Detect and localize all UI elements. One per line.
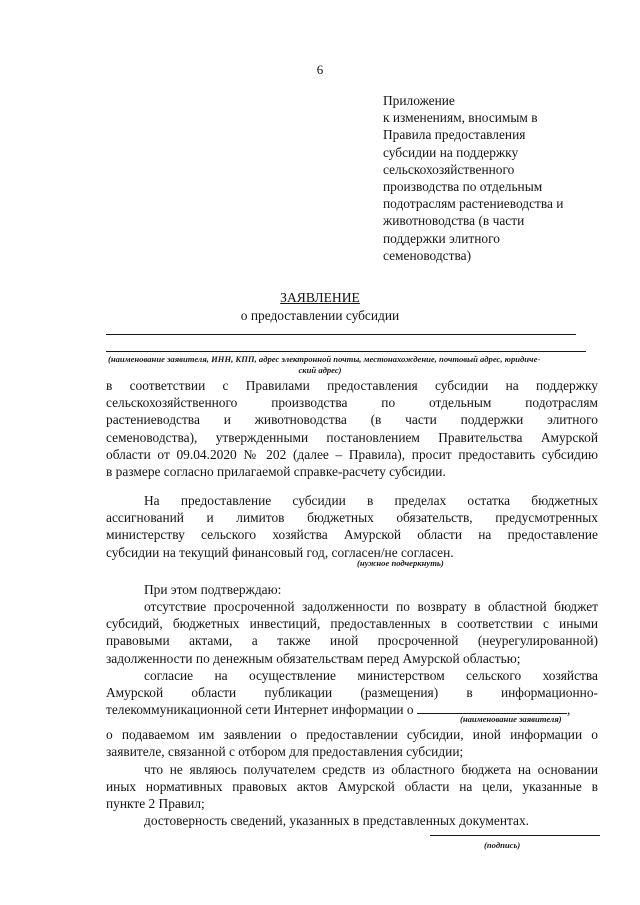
appendix-line: Приложение: [383, 93, 455, 108]
applicant-caption: (наименование заявителя, ИНН, КПП, адрес электронной почты, местонахождение, почтовый адрес, юридиче-: [108, 354, 541, 364]
appendix-block: [383, 92, 593, 264]
text-line: о подаваемом им заявлении о предоставлении субсидии, иной информации о: [106, 727, 598, 742]
text-line: заявителе, связанной с отбором для предоставления субсидии;: [106, 744, 464, 760]
text-line: министерству сельского хозяйства Амурской области на предоставление: [106, 527, 598, 543]
text-line: области от 09.04.2020 № 202 (далее – Правила), просит предоставить субсидию: [106, 446, 598, 462]
confirm-item-3: [106, 761, 598, 813]
text-line: семеноводства), утвержденными постановлением Правительства Амурской: [106, 429, 598, 445]
text-line: иных нормативных правовых актов Амурской области на цели, указанные в: [106, 779, 598, 795]
text-line: На предоставление субсидии в пределах остатка бюджетных: [144, 493, 598, 508]
request-paragraph: [106, 377, 598, 480]
applicant-caption-cont: ский адрес): [298, 365, 342, 375]
confirm-item-4: [106, 812, 598, 829]
confirm-item-1: [106, 598, 598, 667]
text-line: растениеводства и животноводства (в части поддержки элитного: [106, 412, 598, 428]
appendix-line: к изменениям, вносимым в: [383, 110, 538, 126]
text-line: субсидии на текущий финансовый год, согласен/не согласен.: [106, 544, 454, 560]
caption-signature: (подпись): [484, 840, 521, 850]
appendix-line: поддержки элитного: [383, 230, 500, 246]
text-line: сельскохозяйственного производства по отдельным подотраслям: [106, 395, 598, 411]
text-line: пункте 2 Правил;: [106, 796, 205, 812]
text-line: ассигнований и лимитов бюджетных обязательств, предусмотренных: [106, 510, 598, 526]
appendix-line: Правила предоставления: [383, 127, 526, 143]
confirm-item-2-cont: [106, 726, 598, 760]
text-line: субсидий, бюджетных инвестиций, предоставленных в соответствии с иными: [106, 616, 598, 632]
text-fragment: телекоммуникационной сети Интернет информации о: [106, 702, 414, 718]
text-line: отсутствие просроченной задолженности по возврату в областной бюджет: [144, 599, 598, 614]
caption-applicant-name: (наименование заявителя): [460, 714, 562, 724]
applicant-name-blank[interactable]: [417, 701, 567, 714]
text-line: в размере согласно прилагаемой справке-расчету субсидии.: [106, 464, 446, 480]
consent-paragraph: [106, 492, 598, 561]
text-line: достоверность сведений, указанных в представленных документах.: [144, 813, 530, 828]
appendix-line: семеноводства): [383, 247, 472, 263]
applicant-blank-line-2[interactable]: [106, 351, 586, 352]
confirm-item-2: [106, 667, 598, 719]
appendix-line: производства по отдельным: [383, 179, 543, 195]
text-line: задолженности по денежным обязательствам перед Амурской областью;: [106, 650, 521, 666]
text-line: При этом подтверждаю:: [144, 582, 282, 597]
caption-needed: (нужное подчеркнуть): [357, 558, 444, 568]
text-line: в соответствии с Правилами предоставления субсидии на поддержку: [106, 378, 598, 393]
applicant-blank-line-1[interactable]: [106, 334, 576, 335]
text-line: согласие на осуществление министерством сельского хозяйства: [144, 668, 598, 683]
appendix-line: подотраслям растениеводства и: [383, 196, 564, 212]
text-line: правовыми актами, а также иной просроченной (неурегулированной): [106, 633, 598, 649]
appendix-line: сельскохозяйственного: [383, 161, 515, 177]
signature-line[interactable]: [430, 835, 600, 836]
text-fragment: ,: [566, 702, 571, 718]
document-subtitle: о предоставлении субсидии: [240, 308, 400, 323]
confirm-intro: [106, 581, 598, 598]
appendix-line: животноводства (в части: [383, 213, 525, 229]
appendix-line: субсидии на поддержку: [383, 144, 519, 160]
text-line: что не являюсь получателем средств из областного бюджета на основании: [144, 762, 598, 777]
page-number: 6: [316, 62, 324, 77]
document-title: ЗАЯВЛЕНИЕ: [280, 290, 360, 305]
text-line: Амурской области публикации (размещения) в информационно-: [106, 685, 598, 701]
